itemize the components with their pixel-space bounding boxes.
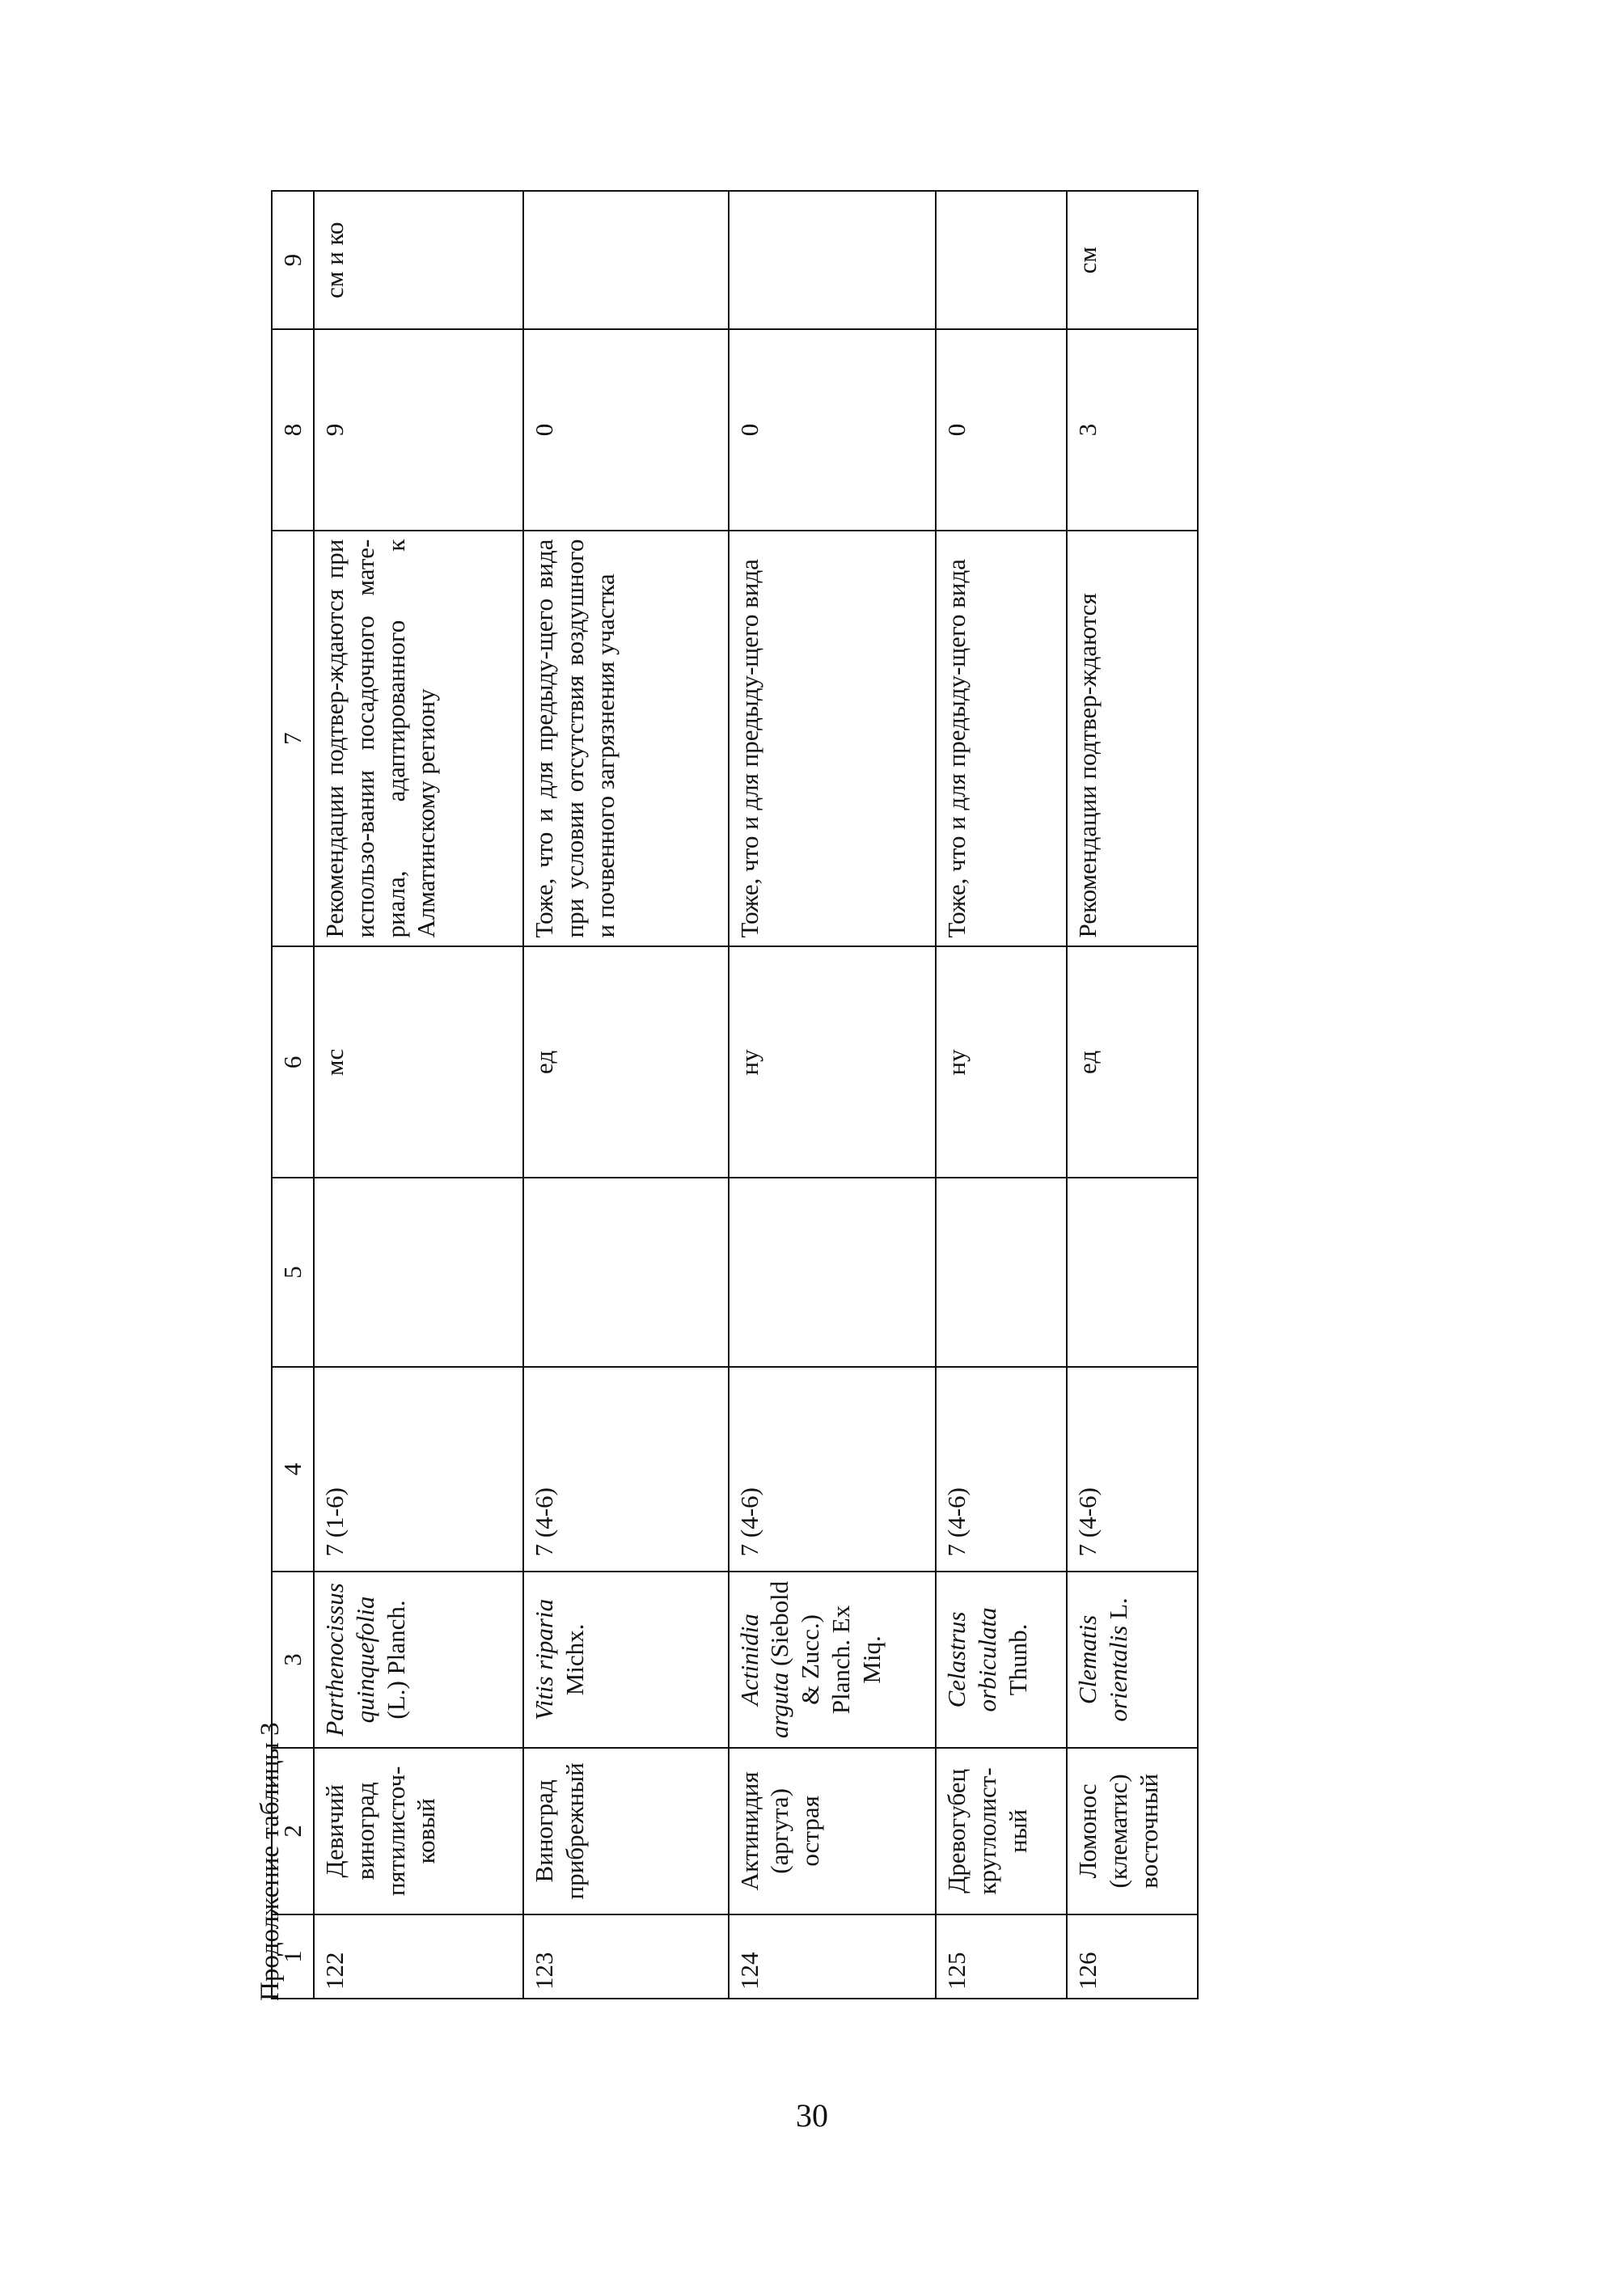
col5-value (1067, 1178, 1198, 1366)
row-number: 122 (314, 1914, 523, 1999)
species-table (271, 190, 1199, 1999)
score-value: 3 (1067, 329, 1198, 530)
recommendation-text: Тоже, что и для предыду-щего вида (936, 531, 1067, 947)
header-row (272, 191, 314, 1999)
category-value (729, 191, 937, 329)
col5-value (729, 1178, 937, 1366)
header-col-1: 1 (272, 1914, 314, 1999)
status-value: ну (729, 947, 937, 1178)
rotated-table-container (271, 190, 1199, 1999)
species-latin-name (936, 1572, 1067, 1747)
table-row (1067, 191, 1198, 1999)
row-number: 123 (523, 1914, 729, 1999)
status-value: мс (314, 947, 523, 1178)
recommendation-text: Рекомендации подтвер-ждаются при использо-вании посадочного мате-риала, адаптированного к Алматинскому региону (314, 531, 523, 947)
species-latin-name (729, 1572, 937, 1747)
latin-author: (L.) Planch. (381, 1600, 410, 1720)
latin-genus-species: Actinidia arguta (734, 1614, 794, 1739)
col5-value (936, 1178, 1067, 1366)
header-col-2: 2 (272, 1748, 314, 1915)
species-latin-name (314, 1572, 523, 1747)
header-col-9: 9 (272, 191, 314, 329)
col5-value (523, 1178, 729, 1366)
recommendation-text: Тоже, что и для предыду-щего вида (729, 531, 937, 947)
score-value: 9 (314, 329, 523, 530)
zone-value: 7 (4-6) (523, 1367, 729, 1572)
latin-genus-species: Vitis riparia (529, 1598, 558, 1721)
species-common-name: Древогубец круглолист-ный (936, 1748, 1067, 1915)
zone-value: 7 (1-6) (314, 1367, 523, 1572)
category-value: см и ко (314, 191, 523, 329)
row-number: 124 (729, 1914, 937, 1999)
latin-genus-species: Celastrus orbiculata (942, 1607, 1002, 1712)
status-value: ед (1067, 947, 1198, 1178)
species-latin-name (1067, 1572, 1198, 1747)
species-common-name: Актинидия (аргута) острая (729, 1748, 937, 1915)
table-row (523, 191, 729, 1999)
row-number: 125 (936, 1914, 1067, 1999)
zone-value: 7 (4-6) (1067, 1367, 1198, 1572)
category-value (523, 191, 729, 329)
score-value: 0 (936, 329, 1067, 530)
header-col-4: 4 (272, 1367, 314, 1572)
latin-genus-species: Parthenocissus quinquefolia (320, 1583, 379, 1737)
category-value: см (1067, 191, 1198, 329)
table-row (936, 191, 1067, 1999)
latin-author: Thunb. (1003, 1623, 1032, 1696)
page-number: 30 (796, 2097, 828, 2134)
header-col-8: 8 (272, 329, 314, 530)
category-value (936, 191, 1067, 329)
species-common-name: Ломонос (клематис) восточный (1067, 1748, 1198, 1915)
status-value: ед (523, 947, 729, 1178)
score-value: 0 (729, 329, 937, 530)
status-value: ну (936, 947, 1067, 1178)
latin-author: Michx. (560, 1623, 589, 1696)
header-col-6: 6 (272, 947, 314, 1178)
species-common-name: Виноград прибрежный (523, 1748, 729, 1915)
header-col-5: 5 (272, 1178, 314, 1366)
recommendation-text: Рекомендации подтвер-ждаются (1067, 531, 1198, 947)
header-col-3: 3 (272, 1572, 314, 1747)
latin-author: L. (1103, 1597, 1132, 1619)
header-col-7: 7 (272, 531, 314, 947)
zone-value: 7 (4-6) (936, 1367, 1067, 1572)
table-row (314, 191, 523, 1999)
table-row (729, 191, 937, 1999)
table-caption: Продолжение таблицы 3 (256, 1722, 285, 2001)
zone-value: 7 (4-6) (729, 1367, 937, 1572)
row-number: 126 (1067, 1914, 1198, 1999)
score-value: 0 (523, 329, 729, 530)
latin-author: (Siebold & Zucc.) Planch. Ex Miq. (765, 1580, 886, 1715)
latin-genus-species: Clematis orientalis (1073, 1614, 1132, 1722)
recommendation-text: Тоже, что и для предыду-щего вида при условии отсутствия воздушного и почвенного загрязнения участка (523, 531, 729, 947)
species-common-name: Девичий виноград пятилисточ-ковый (314, 1748, 523, 1915)
col5-value (314, 1178, 523, 1366)
species-latin-name (523, 1572, 729, 1747)
